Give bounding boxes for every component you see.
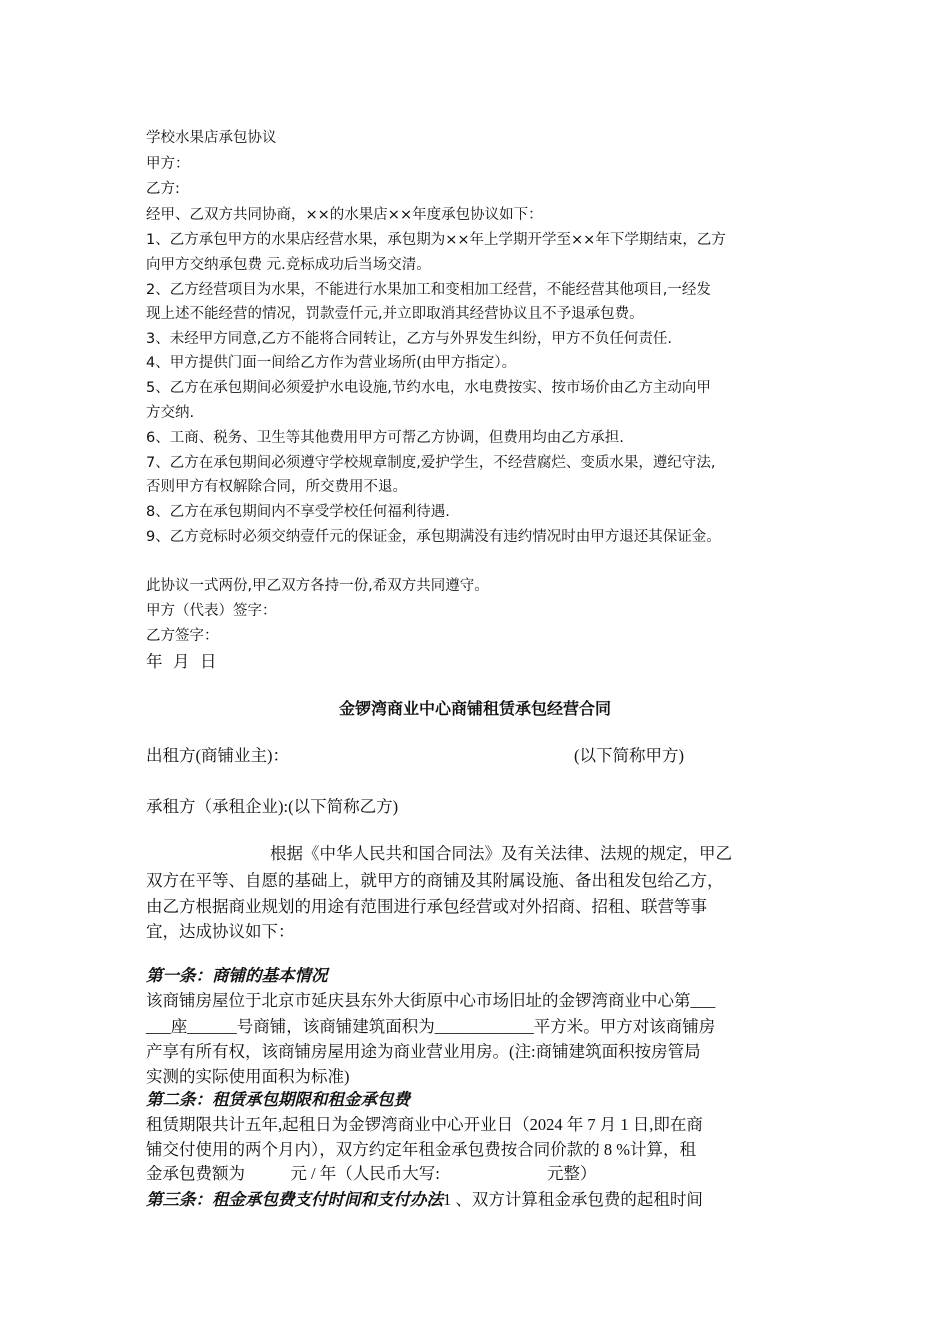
doc1-copies: 此协议一式两份,甲乙双方各持一份,希双方共同遵守。 xyxy=(146,578,489,594)
doc2-preamble-line-3: 由乙方根据商业规划的用途有范围进行承包经营或对外招商、招租、联营等事 xyxy=(146,897,707,916)
doc1-party-b: 乙方: xyxy=(146,181,180,197)
doc2-article-2-line-2: 铺交付使用的两个月内），双方约定年租金承包费按合同价款的 8 %计算，租 xyxy=(146,1140,696,1159)
doc2-article-2-line-1: 租赁期限共计五年,起租日为金锣湾商业中心开业日（2024 年 7 月 1 日,即在商 xyxy=(146,1115,703,1134)
doc1-clause-7-line-2: 否则甲方有权解除合同，所交费用不退。 xyxy=(146,479,407,495)
doc1-clause-9: 9、乙方竞标时必须交纳壹仟元的保证金，承包期满没有违约情况时由甲方退还其保证金。 xyxy=(146,529,721,545)
doc2-title: 金锣湾商业中心商铺租赁承包经营合同 xyxy=(338,699,611,718)
doc1-clause-6: 6、工商、税务、卫生等其他费用甲方可帮乙方协调，但费用均由乙方承担. xyxy=(146,430,624,446)
doc1-clause-8: 8、乙方在承包期间内不享受学校任何福利待遇. xyxy=(146,504,450,520)
doc1-clause-5-line-2: 方交纳. xyxy=(146,405,195,421)
doc1-title: 学校水果店承包协议 xyxy=(146,130,277,146)
doc1-party-a: 甲方： xyxy=(146,156,190,172)
doc1-clause-4: 4、甲方提供门面一间给乙方作为营业场所(由甲方指定）。 xyxy=(146,355,517,371)
doc2-article-2-line-3: 金承包费额为 元 / 年（人民币大写: 元整） xyxy=(146,1164,597,1183)
doc1-clause-3: 3、未经甲方同意,乙方不能将合同转让，乙方与外界发生纠纷，甲方不负任何责任. xyxy=(146,331,672,347)
doc1-clause-2-line-1: 2、乙方经营项目为水果，不能进行水果加工和变相加工经营，不能经营其他项目,一经发 xyxy=(146,282,711,298)
doc2-preamble-line-2: 双方在平等、自愿的基础上，就甲方的商铺及其附属设施、备出租发包给乙方， xyxy=(146,871,724,890)
doc2-preamble-line-1: 根据《中华人民共和国合同法》及有关法律、法规的规定，甲乙 xyxy=(270,844,732,863)
doc1-sign-a: 甲方（代表）签字： xyxy=(146,603,277,619)
doc2-article-1-line-4: 实测的实际使用面积为标准) xyxy=(146,1067,350,1086)
doc1-clause-5-line-1: 5、乙方在承包期间必须爱护水电设施,节约水电，水电费按实、按市场价由乙方主动向甲 xyxy=(146,380,711,396)
doc2-lessor-label: 出租方(商铺业主)： xyxy=(146,746,289,765)
doc1-clause-1-line-2: 向甲方交纳承包费 元.竞标成功后当场交清。 xyxy=(146,257,431,273)
doc2-preamble-line-4: 宜，达成协议如下： xyxy=(146,922,295,941)
doc2-article-3-text: 1 、双方计算租金承包费的起租时间 xyxy=(443,1190,703,1209)
doc1-clause-1-line-1: 1、乙方承包甲方的水果店经营水果，承包期为××年上学期开学至××年下学期结束，乙方 xyxy=(146,232,726,248)
doc2-article-1-line-2: ___座______号商铺，该商铺建筑面积为____________平方米。甲方对该商铺房 xyxy=(146,1017,716,1036)
doc2-article-1-heading: 第一条：商铺的基本情况 xyxy=(146,966,328,985)
doc1-clause-7-line-1: 7、乙方在承包期间必须遵守学校规章制度,爱护学生，不经营腐烂、变质水果，遵纪守法, xyxy=(146,455,716,471)
doc1-date: 年 月 日 xyxy=(146,652,217,671)
doc2-article-3-heading: 第三条：租金承包费支付时间和支付办法 xyxy=(146,1190,443,1209)
doc1-clause-2-line-2: 现上述不能经营的情况，罚款壹仟元,并立即取消其经营协议且不予退承包费。 xyxy=(146,306,644,322)
doc2-article-1-line-3: 产享有所有权，该商铺房屋用途为商业营业用房。(注:商铺建筑面积按房管局 xyxy=(146,1042,701,1061)
doc1-intro: 经甲、乙双方共同协商，××的水果店××年度承包协议如下： xyxy=(146,207,543,223)
doc2-article-1-line-1: 该商铺房屋位于北京市延庆县东外大街原中心市场旧址的金锣湾商业中心第___ xyxy=(146,991,716,1010)
doc2-lessee: 承租方（承租企业):(以下简称乙方) xyxy=(146,797,399,816)
doc2-article-2-heading: 第二条：租赁承包期限和租金承包费 xyxy=(146,1090,410,1109)
doc1-sign-b: 乙方签字： xyxy=(146,628,219,644)
doc2-article-3-line xyxy=(146,1186,703,1210)
doc2-lessor-suffix: (以下简称甲方) xyxy=(574,746,684,765)
